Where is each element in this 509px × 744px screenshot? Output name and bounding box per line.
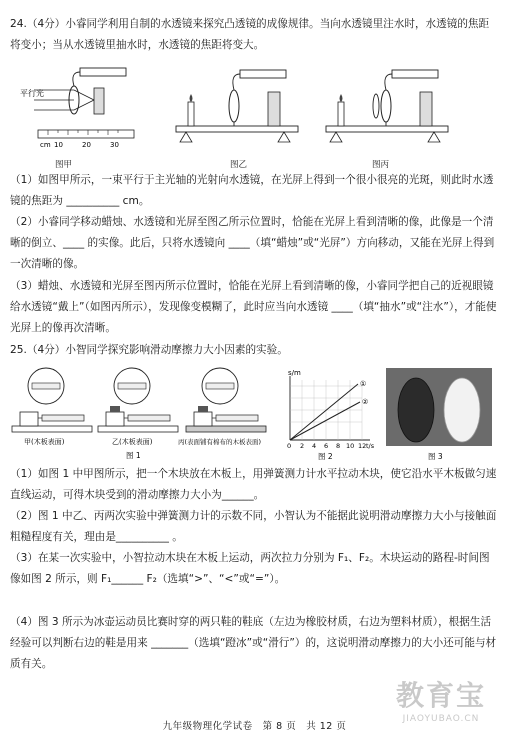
syringe bbox=[240, 70, 286, 78]
plastic-sole-right bbox=[444, 378, 480, 442]
light-screen bbox=[268, 92, 280, 126]
ruler-tick-10: 10 bbox=[54, 141, 63, 149]
q25-part2: （2）图 1 中乙、丙两次实验中弹簧测力计的示数不同，小智认为不能据此说明滑动摩擦力大小与接触面粗糙程度有关，理由是__________ 。 bbox=[10, 510, 497, 543]
light-screen bbox=[94, 88, 104, 114]
q24-part1: （1）如图甲所示，一束平行于主光轴的光射向水透镜，在光屏上得到一个很小很亮的光斑，则此时水透镜的焦距为 __________ cm。 bbox=[10, 174, 494, 207]
graph-xtick: 4 bbox=[312, 442, 317, 450]
syringe-tube bbox=[385, 74, 392, 90]
figure-bing bbox=[322, 62, 452, 157]
syringe bbox=[80, 68, 126, 76]
page-footer: 九年级物理化学试卷 第 8 页 共 12 页 bbox=[162, 721, 347, 732]
block-bing bbox=[194, 412, 212, 426]
graph-line-1-label: ① bbox=[360, 380, 367, 388]
figure-2-graph bbox=[278, 366, 378, 462]
parallel-light-label: 平行光 bbox=[20, 89, 44, 98]
spring-scale-yi bbox=[128, 415, 170, 421]
caption-fig2: 图 2 bbox=[318, 452, 333, 461]
weight-bing bbox=[198, 406, 208, 412]
graph-xtick: 10 bbox=[346, 442, 355, 450]
q25-intro: 25.（4分）小智同学探究影响滑动摩擦力大小因素的实验。 bbox=[10, 344, 288, 356]
caption-fig1: 图 1 bbox=[126, 451, 141, 460]
candle-flame bbox=[340, 94, 343, 102]
figure-yi bbox=[172, 62, 302, 157]
figure-3-shoes bbox=[384, 366, 496, 462]
rubber-sole-left bbox=[398, 378, 434, 442]
graph-xtick: 8 bbox=[336, 442, 341, 450]
syringe-tube bbox=[73, 72, 80, 86]
q25-part4: （4）图 3 所示为冰壶运动员比赛时穿的两只鞋的鞋底（左边为橡胶材质，右边为塑料材质），根据生活经验可以判断右边的鞋是用来 _______（选填“蹬冰”或“滑行”）的，这说明滑动摩擦力的大小还可能与材质有关。 bbox=[10, 616, 497, 670]
converging-ray-2 bbox=[74, 100, 94, 110]
optical-bench bbox=[176, 126, 298, 132]
board-yi bbox=[98, 426, 178, 432]
q25-part1: （1）如图 1 中甲图所示，把一个木块放在木板上，用弹簧测力计水平拉动木块，使它沿水平木板做匀速直线运动，可得木块受到的滑动摩擦力大小为______。 bbox=[10, 468, 497, 501]
caption-yi: 图乙 bbox=[230, 160, 248, 170]
candle bbox=[338, 102, 344, 126]
graph-line-1 bbox=[290, 384, 358, 440]
logo-main-text: 教育宝 bbox=[395, 679, 486, 712]
candle-flame bbox=[190, 94, 193, 102]
graph-line-2-label: ② bbox=[362, 398, 369, 406]
bench-foot-left bbox=[180, 132, 192, 142]
site-logo bbox=[381, 674, 501, 724]
graph-xtick: 0 bbox=[287, 442, 292, 450]
converging-ray-1 bbox=[74, 90, 94, 100]
block-yi bbox=[106, 412, 124, 426]
candle bbox=[188, 102, 194, 126]
syringe-tube bbox=[233, 74, 240, 90]
q25-part3: （3）在某一次实验中，小智拉动木块在木板上运动，两次拉力分别为 F₁、F₂。木块运动的路程-时间图像如图 2 所示，则 F₁______ F₂（选填“>”、“<”或“=”）。 bbox=[10, 552, 490, 585]
graph-xlabel: t/s bbox=[366, 442, 375, 450]
caption-fig1-yi: 乙(木板表面) bbox=[112, 438, 153, 446]
caption-jia: 图甲 bbox=[55, 160, 73, 170]
light-screen bbox=[420, 92, 432, 126]
figure-jia bbox=[20, 62, 140, 157]
caption-bing: 图丙 bbox=[372, 160, 390, 170]
logo-sub-text: JIAOYUBAO.CN bbox=[402, 714, 480, 724]
caption-fig3: 图 3 bbox=[428, 452, 443, 461]
setup-jia bbox=[12, 368, 92, 432]
board-bing bbox=[186, 426, 266, 432]
q24-intro: 24.（4分）小睿同学利用自制的水透镜来探究凸透镜的成像规律。当向水透镜里注水时，水透镜的焦距将变小；当从水透镜里抽水时，水透镜的焦距将变大。 bbox=[10, 18, 490, 51]
ruler-tick-30: 30 bbox=[110, 141, 119, 149]
syringe bbox=[392, 70, 438, 78]
q24-part2: （2）小睿同学移动蜡烛、水透镜和光屏至图乙所示位置时，恰能在光屏上看到清晰的像，此像是一个清晰的倒立、____ 的实像。此后，只将水透镜向 ____（填“蜡烛”或“光屏”）方向移动，又能在光屏上得到一次清晰的像。 bbox=[10, 216, 495, 270]
graph-xtick: 12 bbox=[358, 442, 367, 450]
water-lens bbox=[381, 90, 391, 122]
graph-line-2 bbox=[290, 402, 360, 440]
water-lens bbox=[229, 90, 239, 122]
caption-fig1-jia: 甲(木板表面) bbox=[24, 438, 65, 446]
bench-foot-left bbox=[330, 132, 342, 142]
ruler-tick-20: 20 bbox=[82, 141, 91, 149]
optical-bench bbox=[326, 126, 448, 132]
ruler-unit: cm bbox=[40, 141, 51, 149]
graph-xtick: 6 bbox=[324, 442, 329, 450]
q24-part3: （3）蜡烛、水透镜和光屏至图丙所示位置时，恰能在光屏上看到清晰的像，小睿同学把自己的近视眼镜给水透镜“戴上”（如图丙所示），发现像变模糊了，此时应当向水透镜 ____（填“抽水”或“注水”），才能使光屏上的像再次清晰。 bbox=[10, 280, 497, 334]
graph-ylabel: s/m bbox=[288, 369, 301, 377]
spring-scale-jia bbox=[42, 415, 84, 421]
block-jia bbox=[20, 412, 38, 426]
ruler bbox=[38, 130, 134, 138]
bench-foot-right bbox=[428, 132, 440, 142]
bench-foot-right bbox=[278, 132, 290, 142]
spring-scale-bing bbox=[216, 415, 258, 421]
weight-yi bbox=[110, 406, 120, 412]
graph-xtick: 2 bbox=[300, 442, 305, 450]
myopia-glasses bbox=[373, 94, 379, 118]
caption-fig1-bing: 丙(表面铺有棉布的木板表面) bbox=[178, 438, 262, 446]
board-jia bbox=[12, 426, 92, 432]
